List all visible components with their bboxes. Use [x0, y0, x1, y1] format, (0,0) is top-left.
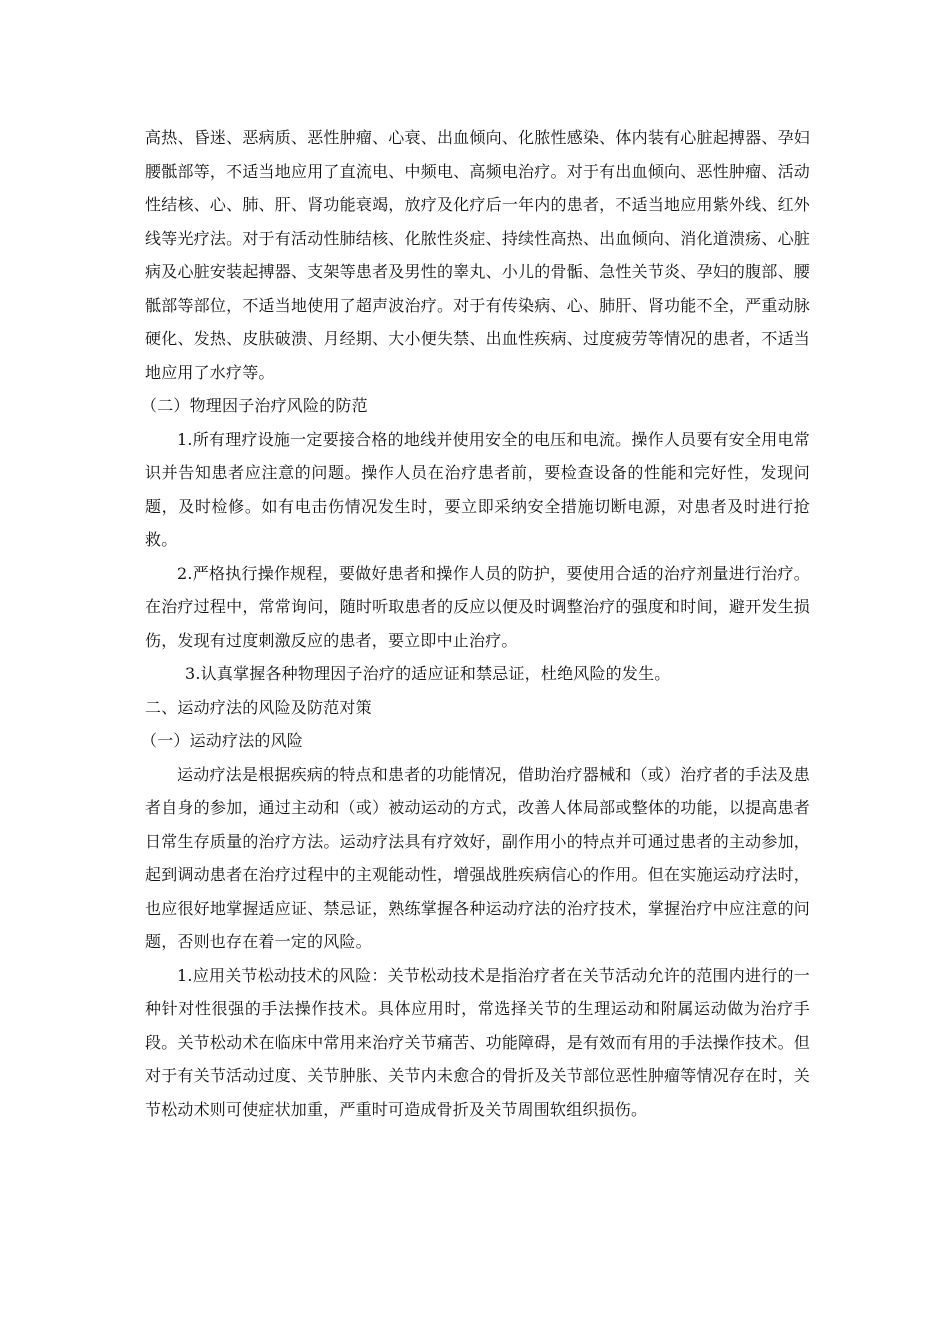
paragraph-exercise-therapy-overview: 运动疗法是根据疾病的特点和患者的功能情况，借助治疗器械和（或）治疗者的手法及患者自身的参加，通过主动和（或）被动运动的方式，改善人体局部或整体的功能，以提高患者日常生存质量的治疗方法。运动疗法具有疗效好，副作用小的特点并可通过患者的主动参加，起到调动患者在治疗过程中的主观能动性，增强战胜疾病信心的作用。但在实施运动疗法时，也应很好地掌握适应证、禁忌证，熟练掌握各种运动疗法的治疗技术，掌握治疗中应注意的问题，否则也存在着一定的风险。 — [145, 764, 810, 951]
chapter-heading-exercise-therapy: 二、运动疗法的风险及防范对策 — [145, 697, 372, 717]
document-body — [141, 121, 810, 1126]
paragraph-indications: 3.认真掌握各种物理因子治疗的适应证和禁忌证，杜绝风险的发生。 — [185, 664, 671, 683]
paragraph-operating-procedure: 2.严格执行操作规程，要做好患者和操作人员的防护，要使用合适的治疗剂量进行治疗。在治疗过程中，常常询问，随时听取患者的反应以便及时调整治疗的强度和时间，避开发生损伤，发现有过度刺激反应的患者，要立即中止治疗。 — [145, 563, 810, 650]
paragraph-joint-mobilization-risk: 1.应用关节松动技术的风险：关节松动技术是指治疗者在关节活动允许的范围内进行的一种针对性很强的手法操作技术。具体应用时，常选择关节的生理运动和附属运动做为治疗手段。关节松动术在临床中常用来治疗关节痛苦、功能障碍，是有效而有用的手法操作技术。但对于有关节活动过度、关节肿胀、关节内未愈合的骨折及关节部位恶性肿瘤等情况存在时，关节松动术则可使症状加重，严重时可造成骨折及关节周围软组织损伤。 — [145, 965, 810, 1119]
paragraph-contraindications-continued: 高热、昏迷、恶病质、恶性肿瘤、心衰、出血倾向、化脓性感染、体内装有心脏起搏器、孕妇腰骶部等，不适当地应用了直流电、中频电、高频电治疗。对于有出血倾向、恶性肿瘤、活动性结核、心、肺、肝、肾功能衰竭，放疗及化疗后一年内的患者，不适当地应用紫外线、红外线等光疗法。对于有活动性肺结核、化脓性炎症、持续性高热、出血倾向、消化道溃疡、心脏病及心脏安装起搏器、支架等患者及男性的睾丸、小儿的骨骺、急性关节炎、孕妇的腹部、腰骶部等部位，不适当地使用了超声波治疗。对于有传染病、心、肺肝、肾功能不全，严重动脉硬化、发热、皮肤破溃、月经期、大小便失禁、出血性疾病、过度疲劳等情况的患者，不适当地应用了水疗等。 — [145, 128, 810, 382]
paragraph-grounding-safety: 1.所有理疗设施一定要接合格的地线并使用安全的电压和电流。操作人员要有安全用电常识并告知患者应注意的问题。操作人员在治疗患者前，要检查设备的性能和完好性，发现问题，及时检修。如有电击伤情况发生时，要立即采纳安全措施切断电源，对患者及时进行抢救。 — [145, 429, 810, 549]
section-heading-exercise-risks: （一）运动疗法的风险 — [141, 731, 304, 750]
section-heading-physical-factor-prevention: （二）物理因子治疗风险的防范 — [141, 396, 368, 415]
